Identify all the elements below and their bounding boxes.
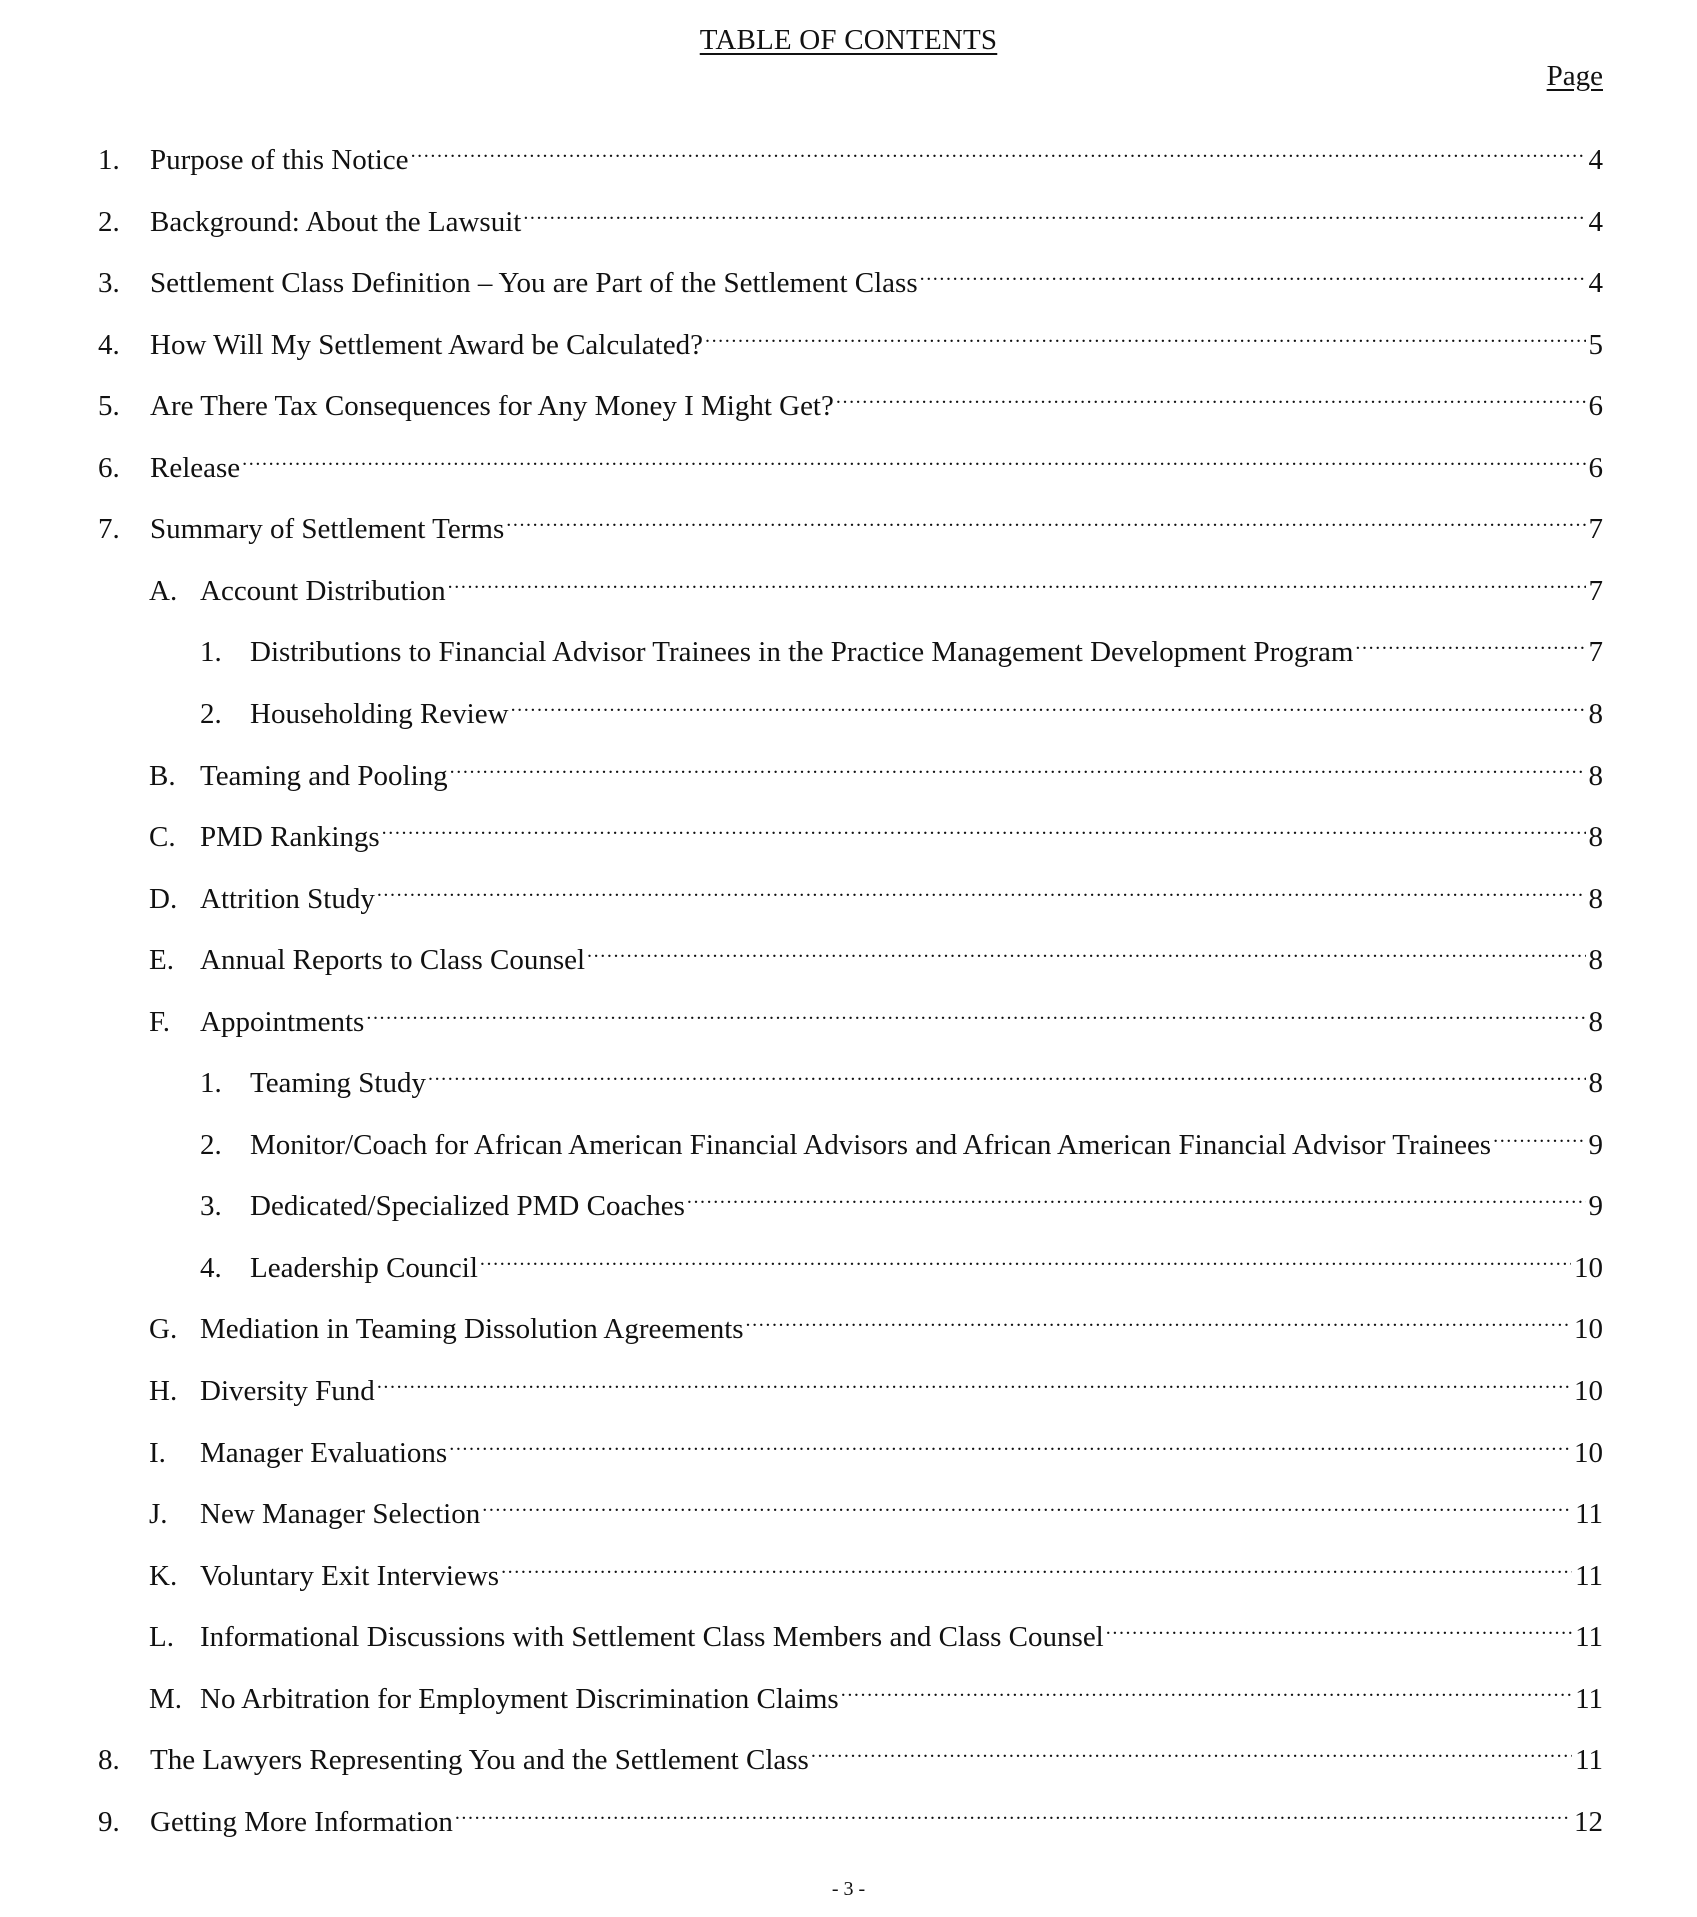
toc-entry-page-number: 6 <box>1588 451 1603 484</box>
toc-entry-number: G. <box>149 1313 178 1346</box>
toc-entry-page-number: 4 <box>1588 144 1603 176</box>
toc-entry-number: 3. <box>98 267 120 300</box>
toc-entry-number: 1. <box>98 144 120 176</box>
toc-entry[interactable] <box>98 129 1603 176</box>
toc-entry-title: Are There Tax Consequences for Any Money I Might Get? <box>150 390 834 423</box>
toc-entry[interactable] <box>149 1668 1603 1715</box>
toc-entry-number: 1. <box>200 1067 222 1100</box>
toc-entry[interactable] <box>98 1791 1603 1838</box>
dot-leader <box>366 991 1585 1031</box>
page-footer-number: - 3 - <box>831 1878 866 1900</box>
toc-entry-page-number: 10 <box>1574 1375 1603 1407</box>
toc-entry[interactable] <box>98 1729 1603 1777</box>
toc-entry-page-number: 8 <box>1588 1005 1603 1038</box>
toc-entry-title: How Will My Settlement Award be Calculated? <box>150 328 703 361</box>
toc-entry[interactable] <box>98 437 1603 484</box>
toc-entry-number: B. <box>149 759 176 792</box>
dot-leader <box>746 1298 1571 1338</box>
toc-entry-title: Appointments <box>200 1005 365 1038</box>
toc-entry-title: Diversity Fund <box>200 1375 375 1407</box>
toc-entry-page-number: 11 <box>1575 1744 1603 1777</box>
toc-entry-title: No Arbitration for Employment Discrimination Claims <box>200 1682 839 1715</box>
toc-entry-number: 8. <box>98 1744 120 1777</box>
toc-entry-number: D. <box>149 882 178 915</box>
toc-entry[interactable] <box>149 806 1603 854</box>
toc-entry[interactable] <box>149 1422 1603 1469</box>
toc-entry-page-number: 10 <box>1574 1436 1603 1469</box>
toc-entry-page-number: 9 <box>1588 1128 1603 1161</box>
toc-entry-title: Purpose of this Notice <box>150 144 409 176</box>
toc-entry-number: 4. <box>98 328 120 361</box>
toc-entry-title: Informational Discussions with Settlement Class Members and Class Counsel <box>200 1621 1104 1654</box>
toc-entry-title: Mediation in Teaming Dissolution Agreements <box>200 1313 744 1346</box>
toc-entry-page-number: 11 <box>1575 1682 1603 1715</box>
toc-entry-number: 6. <box>98 451 120 484</box>
dot-leader <box>841 1668 1572 1708</box>
toc-entry-title: Manager Evaluations <box>200 1436 448 1469</box>
toc-entry-title: Teaming Study <box>250 1067 426 1100</box>
toc-entry-page-number: 12 <box>1574 1805 1603 1838</box>
toc-entry-page-number: 4 <box>1588 205 1603 238</box>
toc-entry-title: Background: About the Lawsuit <box>150 205 522 238</box>
dot-leader <box>455 1791 1571 1831</box>
toc-entry-page-number: 8 <box>1588 1067 1603 1100</box>
dot-leader <box>811 1729 1572 1769</box>
toc-entry-title: Summary of Settlement Terms <box>150 513 505 546</box>
toc-entry-title: Teaming and Pooling <box>200 759 448 792</box>
toc-entry-number: J. <box>149 1498 168 1531</box>
toc-entry-page-number: 11 <box>1575 1621 1603 1654</box>
toc-entry-page-number: 7 <box>1588 574 1603 607</box>
toc-entry[interactable] <box>200 1114 1603 1161</box>
dot-leader <box>1106 1606 1572 1646</box>
toc-entry-page-number: 4 <box>1588 267 1603 300</box>
toc-entry[interactable] <box>200 1052 1603 1100</box>
toc-entry-title: PMD Rankings <box>200 821 380 854</box>
toc-entry-title: The Lawyers Representing You and the Settlement Class <box>150 1744 809 1777</box>
toc-entry-title: Monitor/Coach for African American Financial Advisors and African American Financial Advisor Trainees <box>250 1128 1492 1161</box>
toc-entry-title: Dedicated/Specialized PMD Coaches <box>250 1190 685 1223</box>
toc-entry[interactable] <box>200 683 1603 730</box>
toc-entry-number: A. <box>149 574 178 607</box>
toc-entry[interactable] <box>149 868 1603 915</box>
toc-entry-number: 2. <box>98 205 120 238</box>
toc-entry-title: Householding Review <box>250 697 509 730</box>
toc-entry[interactable] <box>149 991 1603 1038</box>
toc-entry-page-number: 10 <box>1574 1313 1603 1346</box>
toc-entry[interactable] <box>200 621 1603 669</box>
dot-leader <box>242 437 1585 477</box>
toc-entry-page-number: 7 <box>1588 513 1603 546</box>
toc-entry-title: Voluntary Exit Interviews <box>200 1559 500 1592</box>
toc-entry-title: Leadership Council <box>250 1251 478 1284</box>
dot-leader <box>377 1360 1571 1400</box>
dot-leader <box>377 868 1586 908</box>
toc-entry-title: Annual Reports to Class Counsel <box>200 944 586 977</box>
toc-entry-page-number: 8 <box>1588 821 1603 854</box>
toc-title: TABLE OF CONTENTS <box>699 24 998 56</box>
toc-entry[interactable] <box>98 375 1603 423</box>
toc-entry-page-number: 8 <box>1588 759 1603 792</box>
dot-leader <box>523 191 1585 231</box>
toc-entry-number: 5. <box>98 390 120 423</box>
toc-entry[interactable] <box>149 1298 1603 1346</box>
dot-leader <box>411 129 1586 169</box>
dot-leader <box>501 1545 1572 1585</box>
toc-entry[interactable] <box>98 252 1603 300</box>
dot-leader <box>382 806 1586 846</box>
toc-entry-title: Release <box>150 451 241 484</box>
toc-entry-number: I. <box>149 1436 166 1469</box>
toc-entry[interactable] <box>149 1360 1603 1407</box>
toc-entry[interactable] <box>200 1237 1603 1284</box>
toc-entry[interactable] <box>149 1545 1603 1592</box>
dot-leader <box>449 1422 1571 1462</box>
dot-leader <box>428 1052 1586 1092</box>
page-column-header: Page <box>1546 60 1603 92</box>
dot-leader <box>1493 1114 1585 1154</box>
toc-entry-number: M. <box>149 1682 183 1715</box>
toc-entry-page-number: 8 <box>1588 697 1603 730</box>
toc-entry-page-number: 5 <box>1588 328 1603 361</box>
toc-entry[interactable] <box>98 314 1603 361</box>
toc-entry-number: 1. <box>200 636 222 669</box>
toc-entry-title: Attrition Study <box>200 882 375 915</box>
dot-leader <box>920 252 1586 292</box>
dot-leader <box>511 683 1586 723</box>
toc-entry[interactable] <box>149 1483 1603 1531</box>
toc-entry-number: C. <box>149 821 176 854</box>
toc-entry-number: L. <box>149 1621 174 1654</box>
dot-leader <box>480 1237 1571 1277</box>
toc-entry-page-number: 8 <box>1588 944 1603 977</box>
toc-entry[interactable] <box>149 1606 1603 1654</box>
toc-entry-number: 2. <box>200 1128 222 1161</box>
toc-entry-title: Getting More Information <box>150 1805 453 1838</box>
toc-entry-title: New Manager Selection <box>200 1498 481 1531</box>
toc-entry-number: H. <box>149 1375 178 1407</box>
toc-entry-number: 4. <box>200 1251 222 1284</box>
toc-entry-number: 3. <box>200 1190 222 1223</box>
toc-entry-number: F. <box>149 1005 171 1038</box>
dot-leader <box>448 560 1586 600</box>
toc-entry-number: 2. <box>200 697 222 730</box>
dot-leader <box>587 929 1585 969</box>
toc-entry-page-number: 10 <box>1574 1251 1603 1284</box>
toc-entry-number: 9. <box>98 1805 120 1838</box>
dot-leader <box>482 1483 1572 1523</box>
toc-entry[interactable] <box>200 1175 1603 1223</box>
toc-entry[interactable] <box>149 745 1603 792</box>
dot-leader <box>705 314 1586 354</box>
dot-leader <box>450 745 1586 785</box>
toc-entry-page-number: 11 <box>1575 1498 1603 1531</box>
dot-leader <box>687 1175 1586 1215</box>
toc-entry[interactable] <box>149 929 1603 977</box>
toc-entry-number: E. <box>149 944 174 977</box>
toc-entry-page-number: 6 <box>1588 390 1603 423</box>
toc-entry-number: 7. <box>98 513 120 546</box>
toc-entry[interactable] <box>98 191 1603 238</box>
dot-leader <box>836 375 1586 415</box>
toc-entry-title: Distributions to Financial Advisor Trainees in the Practice Management Development Program <box>250 636 1354 669</box>
toc-entry[interactable] <box>149 560 1603 607</box>
toc-entry-number: K. <box>149 1559 178 1592</box>
toc-entry-page-number: 11 <box>1575 1559 1603 1592</box>
toc-entry-title: Settlement Class Definition – You are Part of the Settlement Class <box>150 267 918 300</box>
toc-entry-page-number: 7 <box>1588 636 1603 669</box>
dot-leader <box>506 498 1585 538</box>
toc-entry-page-number: 9 <box>1588 1190 1603 1223</box>
toc-entry-page-number: 8 <box>1588 882 1603 915</box>
toc-entry[interactable] <box>98 498 1603 546</box>
toc-entry-title: Account Distribution <box>200 574 446 607</box>
dot-leader <box>1355 621 1585 661</box>
